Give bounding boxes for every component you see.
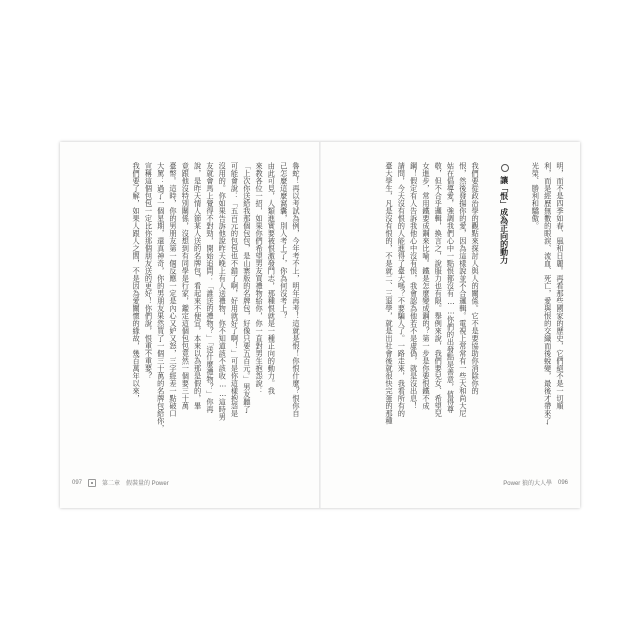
text-column: 恨，然後發揚你的愛，因為這樣說並不合邏輯。電視上常常有一些大和尚大尼: [458, 162, 468, 417]
text-column: 我們要從政治學的觀點來探討人與人的關係。它不是要協助你消除你的: [471, 162, 481, 395]
section-heading-text: 讓「恨」成為正向的動力: [499, 176, 510, 264]
left-page-text: [74, 162, 302, 452]
text-column: 己怎麼這麼窩囊，別人考上了，你為何沒考上？: [279, 162, 289, 320]
text-column: 由此可見，人類進實要被恨激發鬥志，那種恨就是一種正向的動力。我: [267, 162, 277, 395]
section-heading: [497, 162, 513, 452]
text-column: 宣稱這個包包一定比你那個朋友送的更好！你們說，恨重不重要？: [144, 162, 154, 380]
book-gutter: [319, 142, 321, 508]
text-column: 「上次你送給我那個包包，是山寨版的名牌包，好像只要五百元。」男友聽了: [242, 162, 252, 414]
chapter-badge-icon: [88, 479, 96, 487]
running-header: Power 狼的大人學: [503, 481, 552, 487]
text-column: 請問，今天沒有恨的人能進得了臺大嗎？不要騙人了。一路走來，我看所有的: [397, 162, 407, 417]
text-column: 光榮、勝利和驕傲。: [531, 162, 541, 230]
chapter-title: 第二章 假裝量的 Power: [102, 481, 169, 487]
text-column: 可能會說：「五百元的包包也不錯了啊，好用就好了啊！」可是你這樣抱怨是: [230, 162, 240, 417]
text-column: 姑在倡導愛，強調我們心中一點恨都沒有……你們的出發點是善意，值得尊: [446, 162, 456, 414]
right-page: [320, 142, 580, 508]
page-number: 097: [72, 479, 83, 486]
left-page: [60, 142, 320, 508]
section-gap: [513, 162, 529, 452]
text-column: 臺大學生，凡是沒有恨的，不是就二、三退學，就是出社會後就很快完蛋的那種: [385, 162, 395, 425]
text-column: 明，而不是四季如春、風和日麗。再看那些國家的歷史，它們絕不是一切順: [556, 162, 565, 410]
text-column: 利，而是經歷無數的眼淚、流血、死亡，愛與恨的交織而後蛻變，最後才帶來了: [543, 162, 553, 425]
text-column: 女進步，常用鐵要成鋼來比喻。鐵是怎麼變成鋼的？第一步是你要恨鐵不成: [421, 162, 431, 410]
text-column: 魯蛇！再以考試為例，今年考不上，明年再考！這就是恨！你恨什麼？恨你自: [292, 162, 301, 417]
text-column: 沒用的。你如果告訴他說昨天晚上有人送禮物，你不知道該不該收……這時男: [218, 162, 228, 421]
text-column: 我們要了解，如果人跟人之間，不是因為愛關懷的緣故，幾百萬年以來，: [132, 162, 142, 402]
circle-icon: [501, 164, 509, 172]
text-column: 說，是昨天情人節某人送的名牌包，看起來不便宜，本來以為那是假的，畢: [193, 162, 203, 410]
text-column: 鋼！假定有人告訴我他心中沒有恨，我會認為他若不是虛偽，就是沒出息！: [409, 162, 419, 410]
text-column: 來教各位一招，如果你們希望男友買禮物給你，你一直對男生抱怨說：: [255, 162, 265, 395]
text-column: 臺幣。這時，你的男朋友第一個反應一定是內心又妒又怒，三字經差一點破口: [169, 162, 179, 417]
right-page-text: [344, 162, 566, 452]
right-page-footer: [503, 478, 568, 487]
text-column: 敬，但不合乎邏輯，換言之，說服力也有限。舉例來說，我們要兒女、希望兒: [434, 162, 444, 417]
section-gap: [481, 162, 497, 452]
text-column: 大罵：過了一個星期，還真神奇，你的男朋友果然買了一個三十萬的名牌包給你，: [156, 162, 166, 432]
text-column: 友就會馬上覺得不對勁，開始追問：「誰送的禮物？」「送什麼禮物？」你再: [205, 162, 215, 414]
page-number: 096: [557, 479, 568, 486]
text-column: 竟跟他沒特別關係，沒想到有同學是行家，鑑定這個包包竟然一個要三十萬: [181, 162, 191, 410]
left-page-footer: [72, 478, 169, 487]
